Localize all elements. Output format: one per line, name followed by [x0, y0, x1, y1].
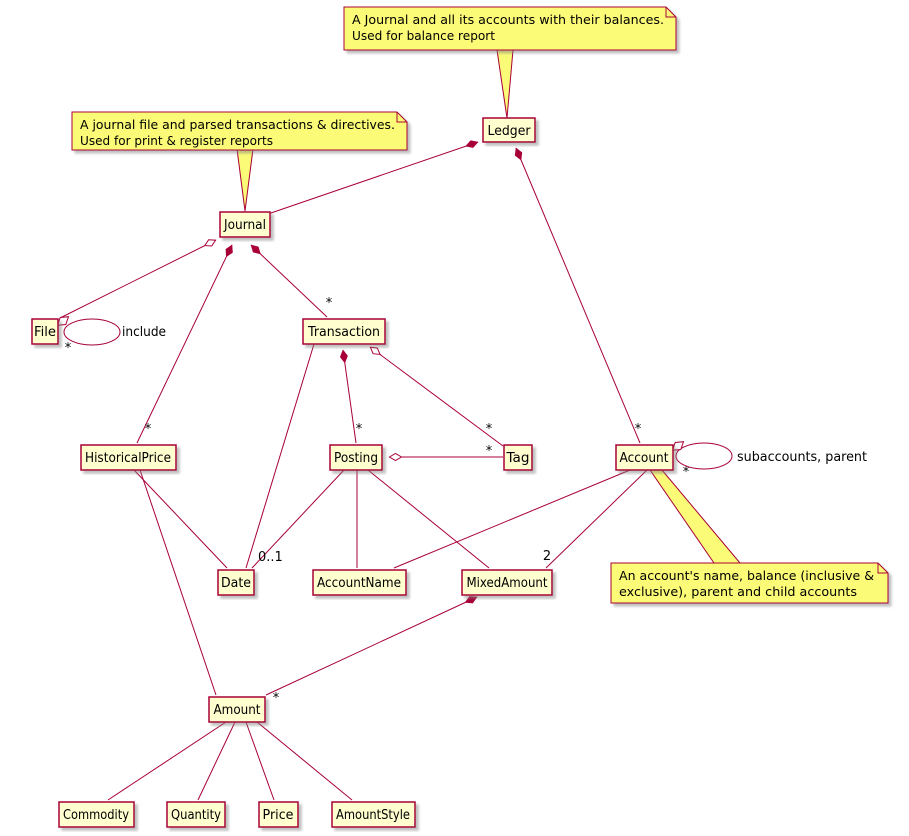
class-date [218, 570, 254, 595]
note-journal [72, 112, 407, 150]
class-price-label: Price [262, 808, 294, 823]
edge-account-mixedamount [546, 470, 647, 568]
class-quantity [167, 802, 225, 827]
classes-layer [32, 118, 673, 827]
label-subaccounts-parent: subaccounts, parent [737, 450, 867, 465]
notes-layer [72, 7, 888, 603]
class-posting [330, 445, 382, 470]
note-ledger-line2: Used for balance report [352, 29, 496, 43]
class-amount [209, 697, 265, 722]
edge-transaction-date [246, 344, 314, 568]
note-account [611, 563, 888, 603]
edge-transaction-tag [370, 347, 503, 446]
class-historicalprice-label: HistoricalPrice [85, 451, 171, 466]
class-account [616, 445, 673, 470]
class-accountname [313, 570, 406, 595]
edge-journal-file [60, 240, 216, 318]
class-mixedamount [462, 570, 552, 595]
note-pointer-account [650, 470, 740, 563]
edge-amount-quantity [198, 722, 235, 800]
class-tag [504, 445, 532, 470]
class-date-label: Date [221, 576, 251, 591]
edge-journal-historicalprice [137, 245, 232, 443]
multiplicity-journal-transaction: * [325, 296, 333, 311]
class-transaction-label: Transaction [307, 325, 380, 340]
edge-amount-amountstyle [257, 722, 352, 800]
class-amount-label: Amount [213, 703, 261, 718]
note-pointer-journal [237, 149, 253, 211]
class-tag-label: Tag [505, 451, 530, 466]
edge-ledger-account [516, 148, 640, 443]
class-posting-label: Posting [334, 451, 378, 466]
edge-account-accountname [394, 470, 630, 568]
note-ledger [344, 7, 676, 50]
class-price [259, 802, 298, 827]
class-historicalprice [81, 445, 176, 470]
multiplicity-ledger-account: * [634, 422, 642, 437]
multiplicity-transaction-tag: * [485, 422, 493, 437]
class-quantity-label: Quantity [171, 808, 222, 823]
edge-journal-transaction [251, 245, 327, 317]
multiplicity-transaction-posting: * [355, 422, 363, 437]
multiplicity-file-loop: * [64, 341, 72, 356]
class-file [32, 319, 58, 344]
class-ledger-label: Ledger [487, 124, 532, 139]
multiplicity-posting-tag: * [485, 444, 493, 459]
edge-historicalprice-date [134, 470, 227, 568]
class-ledger [483, 118, 535, 142]
class-amountstyle [332, 802, 415, 827]
note-pointer-ledger [497, 50, 513, 118]
class-journal-label: Journal [223, 218, 266, 233]
note-ledger-line1: A Journal and all its accounts with their balances. [352, 13, 664, 27]
multiplicity-account-loop: * [682, 465, 690, 480]
edge-transaction-posting [343, 350, 356, 443]
note-journal-line2: Used for print & register reports [80, 134, 273, 148]
label-include: include [122, 325, 166, 340]
class-commodity [59, 802, 134, 827]
note-journal-line1: A journal file and parsed transactions & directives. [80, 118, 396, 132]
class-commodity-label: Commodity [63, 808, 130, 823]
class-file-label: File [34, 325, 56, 340]
class-journal [220, 212, 270, 237]
multiplicity-posting-date: 0..1 [258, 550, 283, 565]
note-account-line1: An account's name, balance (inclusive & [619, 569, 874, 583]
multiplicity-account-mixedamount: 2 [542, 549, 552, 564]
class-mixedamount-label: MixedAmount [466, 576, 548, 591]
class-accountname-label: AccountName [317, 576, 401, 591]
class-transaction [303, 319, 385, 344]
multiplicity-journal-historicalprice: * [144, 422, 152, 437]
class-account-label: Account [619, 451, 669, 466]
edge-historicalprice-amount [140, 470, 216, 695]
edge-ledger-journal [268, 142, 478, 214]
edge-mixedamount-amount [266, 597, 477, 695]
edge-labels-layer [65, 296, 867, 706]
note-account-line2: exclusive), parent and child accounts [619, 585, 857, 599]
multiplicity-mixedamount-amount: * [272, 691, 280, 706]
edge-amount-commodity [108, 722, 226, 800]
class-amountstyle-label: AmountStyle [336, 808, 410, 823]
edge-amount-price [246, 722, 274, 800]
edge-file-self-loop [64, 319, 120, 345]
